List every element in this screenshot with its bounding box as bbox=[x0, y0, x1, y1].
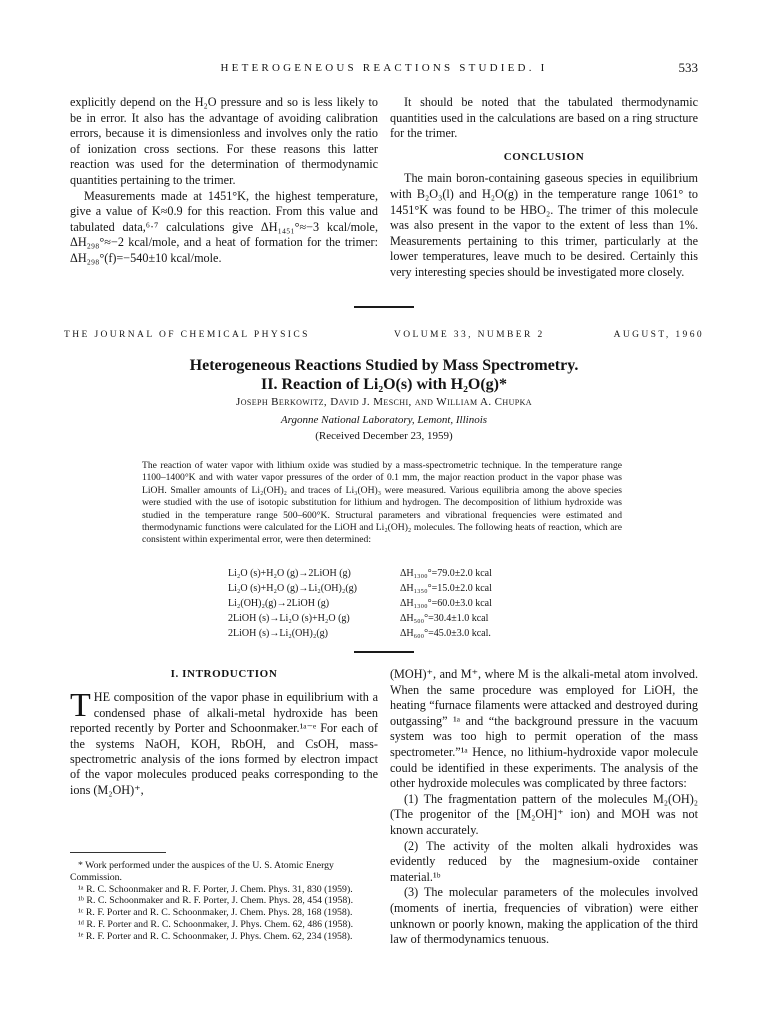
reaction-enthalpy: ΔH₁₃₅₀°=15.0±2.0 kcal bbox=[400, 583, 492, 594]
conclusion-heading: CONCLUSION bbox=[503, 150, 585, 163]
reaction-row bbox=[228, 581, 568, 596]
reaction-enthalpy: ΔH₆₀₀°=45.0±3.0 kcal. bbox=[400, 628, 491, 639]
reaction-row bbox=[228, 626, 568, 641]
intro-right-paragraph-4: (3) The molecular parameters of the molecules involved (moments of inertia, frequencies of vibration) were either unknown or poorly known, making the application of the third law of thermodynamics tenuous. bbox=[390, 885, 698, 947]
article-title bbox=[64, 356, 704, 394]
reaction-equation: Li₂O (s)+H₂O (g)→Li₂(OH)₂(g) bbox=[228, 583, 357, 594]
footnote-rule bbox=[70, 852, 166, 853]
prev-article-left-column bbox=[70, 95, 378, 267]
footnote: * Work performed under the auspices of the U. S. Atomic Energy Commission. bbox=[70, 860, 334, 883]
intro-right-paragraph-3: (2) The activity of the molten alkali hydroxides was evidently reduced by the magnesium-oxide container material.¹ᵇ bbox=[390, 838, 698, 884]
prev-left-paragraph-1: explicitly depend on the H₂O pressure and so is less likely to be in error. It also has the advantage of avoiding calibration errors, because it is dimensionless and involves only the ratio of ionization cross sections. For these reasons this latter reaction was used for the determination of thermodynamic quantities pertaining to the trimer. bbox=[70, 95, 378, 187]
journal-name: THE JOURNAL OF CHEMICAL PHYSICS bbox=[64, 330, 310, 340]
reaction-row bbox=[228, 596, 568, 611]
reaction-equation: Li₂(OH)₂(g)→2LiOH (g) bbox=[228, 598, 330, 609]
drop-cap: T bbox=[70, 687, 91, 725]
intro-right-paragraph-1: (MOH)⁺, and M⁺, where M is the alkali-metal atom involved. When the same procedure was employed for LiOH, the heating “furnace filaments were attacked and destroyed during outgassing” ¹ᵃ and “the background pressure in the vacuum system was too high to permit operation of the mass spectrometer.”¹ᵃ Hence, no lithium-hydroxide vapor molecule could be identified in these experiments. The analysis of the other hydroxide molecules was complicated by three factors: bbox=[390, 667, 698, 791]
footnote: ¹ᶜ R. F. Porter and R. C. Schoonmaker, J. Chem. Phys. 28, 168 (1958). bbox=[78, 907, 353, 919]
footnote: ¹ᵇ R. C. Schoonmaker and R. F. Porter, J. Chem. Phys. 28, 454 (1958). bbox=[78, 895, 354, 907]
footnote: ¹ᵈ R. F. Porter and R. C. Schoonmaker, J. Phys. Chem. 62, 486 (1958). bbox=[78, 918, 354, 930]
reaction-enthalpy: ΔH₁₃₀₀°=79.0±2.0 kcal bbox=[400, 568, 492, 579]
journal-date: AUGUST, 1960 bbox=[613, 330, 704, 340]
article-title-line-2: II. Reaction of Li₂O(s) with H₂O(g)* bbox=[260, 376, 508, 393]
reaction-row bbox=[228, 566, 568, 581]
reaction-enthalpy: ΔH₅₀₀°=30.4±1.0 kcal bbox=[400, 613, 489, 624]
running-title: HETEROGENEOUS REACTIONS STUDIED. I bbox=[220, 62, 548, 74]
prev-left-paragraph-2: Measurements made at 1451°K, the highest temperature, give a value of K≈0.9 for this reaction. From this value and tabulated data,⁶·⁷ calculations give ΔH₁₄₅₁°≈−3 kcal/mole, ΔH₂₉₈°≈−2 kcal/mole, and a heat of formation for the trimer: ΔH₂₉₈°(f)=−540±10 kcal/mole. bbox=[70, 188, 378, 265]
journal-line bbox=[64, 330, 704, 346]
article-title-line-1: Heterogeneous Reactions Studied by Mass Spectrometry. bbox=[189, 357, 579, 374]
prev-right-paragraph-1: It should be noted that the tabulated thermodynamic quantities used in the calculations are based on a ring structure for the trimer. bbox=[390, 95, 698, 141]
prev-article-right-column bbox=[390, 95, 698, 281]
reaction-row bbox=[228, 611, 568, 626]
intro-right-column bbox=[390, 667, 698, 948]
abstract: The reaction of water vapor with lithium oxide was studied by a mass-spectrometric technique. In the temperature range 1100–1400°K and with water vapor pressures of the order of 0.1 mm, the major reaction product in the vapor phase was LiOH. Smaller amounts of Li₂(OH)₂ and traces of Li₃(OH)₃ were measured. Various equilibria among the above species were studied with the use of isotopic substitution for lithium and hydrogen. The decomposition of lithium hydroxide was studied in the temperature range 500–600°K. Structural parameters and vibrational frequencies were estimated and thermodynamic functions were calculated for the LiOH and Li₂(OH)₂ molecules. The following heats of reaction, which are consistent within experimental error, were then determined: bbox=[142, 460, 622, 546]
running-head bbox=[70, 62, 698, 82]
reaction-equation: 2LiOH (s)→Li₂(OH)₂(g) bbox=[228, 628, 329, 639]
reaction-equation: Li₂O (s)+H₂O (g)→2LiOH (g) bbox=[228, 568, 351, 579]
footnotes bbox=[70, 860, 378, 943]
journal-volume: VOLUME 33, NUMBER 2 bbox=[394, 330, 545, 340]
page-number: 533 bbox=[678, 60, 698, 75]
received-date: (Received December 23, 1959) bbox=[315, 430, 453, 442]
prev-right-paragraph-2: The main boron-containing gaseous species in equilibrium with B₂O₃(l) and H₂O(g) in the temperature range 1061° to 1451°K was found to be HBO₂. The trimer of this molecule was also present in the vapor to the extent of less than 1%. Measurements pertaining to this trimer, particularly at the lower temperatures, leave much to be desired. Certainly this very interesting species should be investigated more closely. bbox=[390, 171, 698, 279]
intro-heading: I. INTRODUCTION bbox=[170, 668, 278, 680]
intro-left-paragraph-1 bbox=[70, 687, 378, 798]
reactions-list bbox=[228, 566, 568, 641]
authors: Joseph Berkowitz, David J. Meschi, and William A. Chupka bbox=[236, 396, 532, 408]
affiliation: Argonne National Laboratory, Lemont, Illinois bbox=[280, 414, 488, 426]
end-of-article-rule bbox=[354, 306, 414, 308]
intro-left-text: HE composition of the vapor phase in equilibrium with a condensed phase of alkali-metal hydroxide has been reported recently by Porter and Schoonmaker.¹ᵃ⁻ᵉ For each of the systems NaOH, KOH, RbOH, and CsOH, mass-spectrometric analysis of the ions formed by electron impact of the vapor molecules produced peaks corresponding to the ions (M₂OH)⁺, bbox=[70, 690, 378, 797]
footnote: ¹ᵃ R. C. Schoonmaker and R. F. Porter, J. Chem. Phys. 31, 830 (1959). bbox=[78, 883, 353, 895]
abstract-end-rule bbox=[354, 651, 414, 653]
footnote: ¹ᵉ R. F. Porter and R. C. Schoonmaker, J. Phys. Chem. 62, 234 (1958). bbox=[78, 930, 353, 942]
intro-right-paragraph-2: (1) The fragmentation pattern of the molecules M₂(OH)₂ (The progenitor of the [M₂OH]⁺ ion) and MOH was not known accurately. bbox=[390, 791, 698, 837]
reaction-enthalpy: ΔH₁₃₀₀°=60.0±3.0 kcal bbox=[400, 598, 492, 609]
intro-left-column bbox=[70, 667, 378, 798]
reaction-equation: 2LiOH (s)→Li₂O (s)+H₂O (g) bbox=[228, 613, 350, 624]
